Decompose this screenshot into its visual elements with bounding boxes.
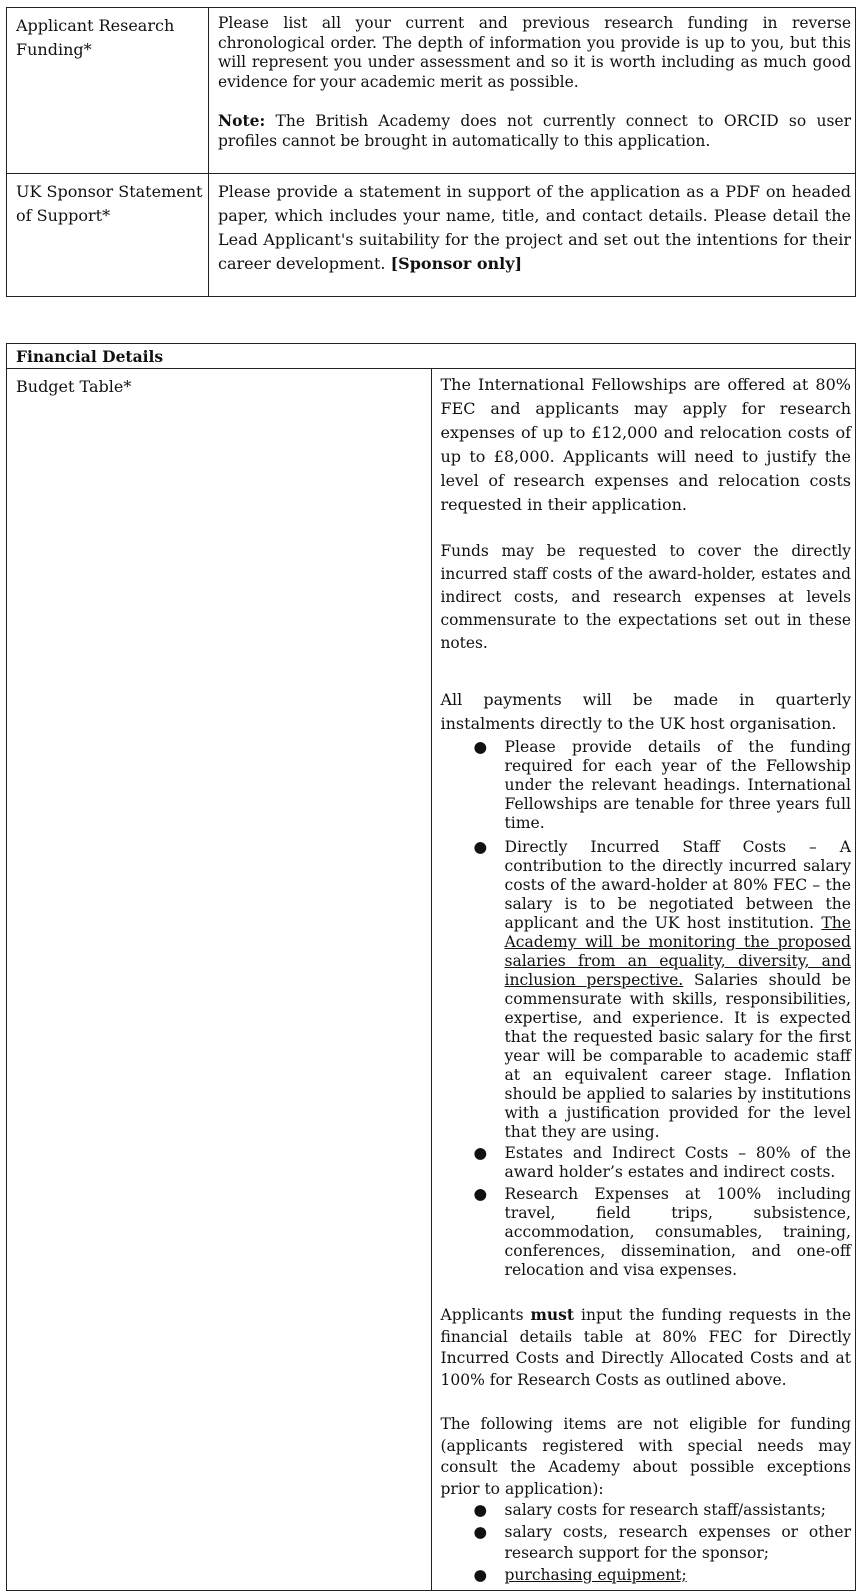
paragraph: Please list all your current and previous research funding in reverse chronological order. The depth of information you provide is up to you, but this will represent you under assessment and so it is worth including as much good evidence for your academic merit as possible. [218, 14, 851, 91]
list-item-text: Directly Incurred Staff Costs – A contribution to the directly incurred salary costs of the award-holder at 80% FEC – the salary is to be negotiated between the applicant and the UK host institution. [504, 838, 851, 932]
list-item [473, 838, 852, 1142]
row-label-uk-sponsor-statement [7, 174, 209, 297]
bullet-glyph: ● [473, 738, 488, 756]
paragraph: Funds may be requested to cover the directly incurred staff costs of the award-holder, estates and indirect costs, and research expenses at levels commensurate to the expectations set out in these notes. [440, 542, 851, 652]
sponsor-text: Please provide a statement in support of the application as a PDF on headed paper, which includes your name, title, and contact details. Please detail the Lead Applicant's suitability for the project and set out the intentions for their career development. [218, 182, 851, 273]
paragraph: All payments will be made in quarterly instalments directly to the UK host organisation. [440, 690, 851, 733]
list-item [473, 1565, 852, 1587]
paragraph [441, 1304, 852, 1391]
list-item-text: Salaries should be commensurate with skills, responsibilities, expertise, and experience. It is expected that the requested basic salary for the first year will be comparable to academic staff at an equivalent career stage. Inflation should be applied to salaries by institutions with a justification provided for the level that they are using. [504, 971, 851, 1141]
bullet-glyph: ● [473, 1185, 488, 1203]
research-funding-table [6, 7, 856, 297]
row-content-budget-table [431, 369, 856, 1591]
list-item-text: purchasing equipment; [504, 1565, 687, 1584]
list-item [473, 738, 852, 833]
list-item [473, 1185, 852, 1280]
section-heading: Financial Details [7, 344, 856, 369]
paragraph [218, 180, 851, 276]
paragraph: The following items are not eligible for funding (applicants registered with special needs may consult the Academy about possible exceptions prior to application): [440, 1415, 851, 1498]
sponsor-only-label: [Sponsor only] [390, 254, 523, 273]
list-item [473, 1144, 852, 1182]
note-label: Note: [218, 111, 266, 130]
table-row [7, 174, 856, 297]
row-label-text: Applicant Research Funding* [16, 16, 175, 59]
table-header-row [7, 344, 856, 369]
financial-details-table [6, 343, 856, 1591]
funding-bullet-list [441, 738, 852, 1280]
list-item-text: Estates and Indirect Costs – 80% of the award holder’s estates and indirect costs. [504, 1144, 851, 1181]
list-item-text: Please provide details of the funding required for each year of the Fellowship under the relevant headings. International Fellowships are tenable for three years full time. [504, 738, 851, 832]
row-label-text: Budget Table* [16, 377, 132, 396]
bullet-glyph: ● [473, 838, 488, 856]
bullet-glyph: ● [473, 1565, 488, 1584]
bullet-glyph: ● [473, 1144, 488, 1162]
list-item [473, 1500, 852, 1522]
paragraph-text: Applicants [440, 1306, 531, 1324]
row-label-budget-table [7, 369, 432, 1591]
list-item-text: salary costs for research staff/assistants; [504, 1501, 826, 1519]
paragraph-text: input the funding requests in the financial details table at 80% FEC for Directly Incurred Costs and Directly Allocated Costs and at 100% for Research Costs as outlined above. [440, 1306, 851, 1389]
note-text: The British Academy does not currently connect to ORCID so user profiles cannot be brought in automatically to this application. [218, 112, 851, 150]
paragraph: The International Fellowships are offered at 80% FEC and applicants may apply for research expenses of up to £12,000 and relocation costs of up to £8,000. Applicants will need to justify the level of research expenses and relocation costs requested in their application. [440, 375, 851, 514]
row-label-applicant-research-funding [7, 8, 209, 174]
note-paragraph [218, 111, 851, 151]
table-row [7, 8, 856, 174]
emphasis-must: must [530, 1305, 575, 1324]
bullet-glyph: ● [473, 1522, 488, 1541]
underlined-text: The Academy will be monitoring the proposed salaries from an equality, diversity, and inclusion perspective. [504, 914, 851, 989]
ineligible-items-list [441, 1500, 852, 1586]
table-row [7, 369, 856, 1591]
row-label-text: UK Sponsor Statement of Support* [16, 182, 203, 225]
list-item [473, 1522, 852, 1565]
list-item-text: salary costs, research expenses or other research support for the sponsor; [504, 1522, 851, 1562]
row-content-applicant-research-funding [209, 8, 856, 174]
row-content-uk-sponsor-statement [209, 174, 856, 297]
list-item-text: Research Expenses at 100% including travel, field trips, subsistence, accommodation, consumables, training, conferences, dissemination, and one-off relocation and visa expenses. [504, 1185, 851, 1279]
bullet-glyph: ● [473, 1501, 488, 1519]
